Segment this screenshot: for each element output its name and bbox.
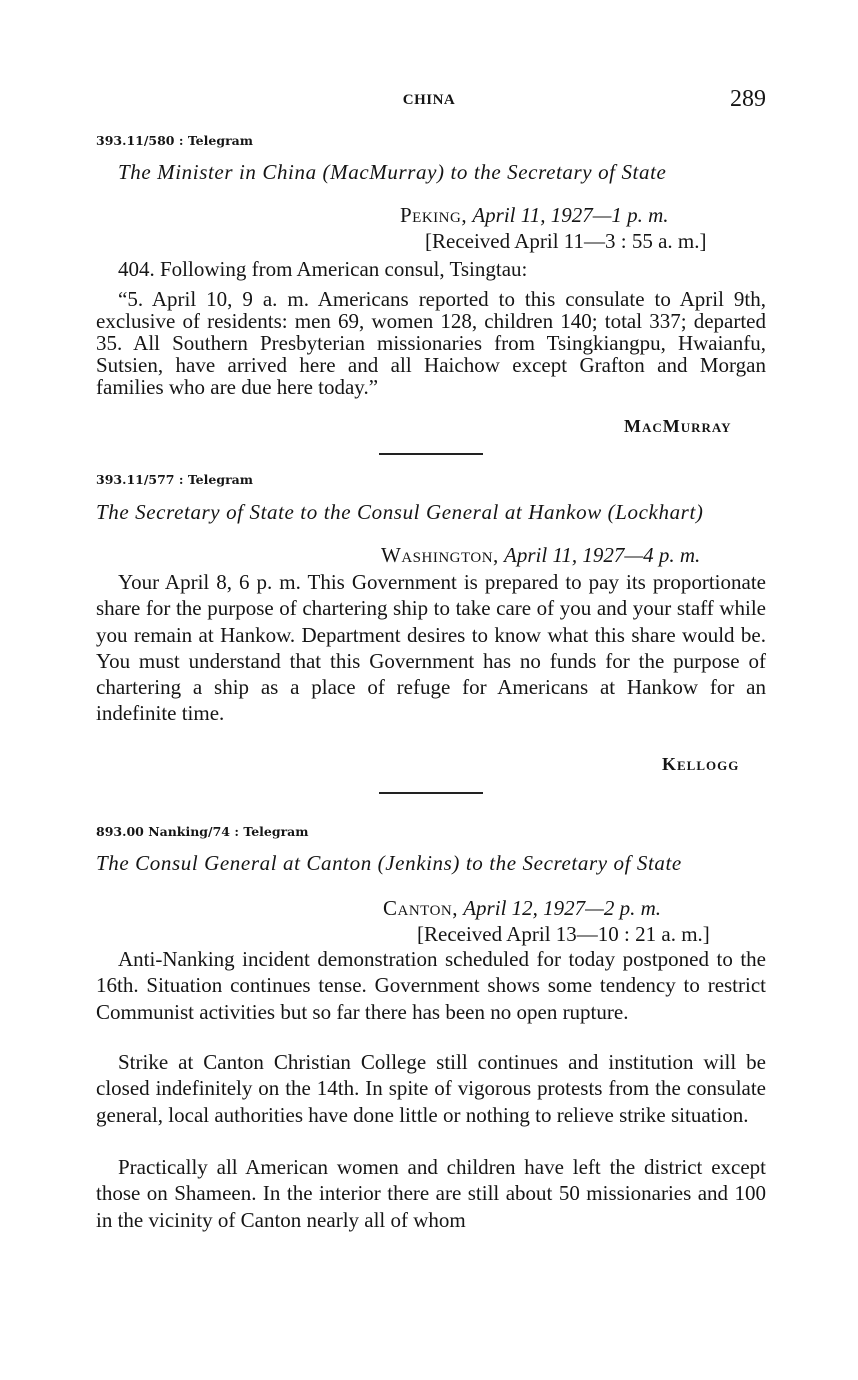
telegram-paragraph: Practically all American women and children have left the district except those on Shameen. In the interior there are still about 50 missionaries and 100 in the vicinity of Canton nearly all of whom xyxy=(96,1155,766,1232)
telegram-paragraph: Anti-Nanking incident demonstration scheduled for today postponed to the 16th. Situation continues tense. Government shows some tendency to restrict Communist activities but so far there has been no open rupture. xyxy=(96,947,766,1024)
section-divider xyxy=(379,453,483,455)
telegram-body: Your April 8, 6 p. m. This Government is prepared to pay its proportionate share for the purpose of chartering ship to take care of you and your staff while you remain at Hankow. Department desires to know what this share would be. You must understand that this Government has no funds for the purpose of chartering a ship as a place of refuge for Americans at Hankow for an indefinite time. xyxy=(96,570,766,726)
received-line: [Received April 13—10 : 21 a. m.] xyxy=(417,922,710,946)
telegram-paragraph: Strike at Canton Christian College still continues and institution will be closed indefinitely on the 14th. In spite of vigorous protests from the consulate general, local authorities have done little or nothing to relieve strike situation. xyxy=(96,1050,766,1127)
dateline-date: April 11, 1927—4 p. m. xyxy=(504,543,701,567)
dateline xyxy=(381,543,700,568)
received-line: [Received April 11—3 : 55 a. m.] xyxy=(425,229,707,253)
signature: MacMurray xyxy=(624,416,732,436)
telegram-intro: 404. Following from American consul, Tsingtau: xyxy=(118,257,528,281)
document-heading: The Minister in China (MacMurray) to the Secretary of State xyxy=(118,160,667,184)
dateline xyxy=(400,203,669,228)
dateline xyxy=(383,896,661,921)
file-reference: 393.11/580 : Telegram xyxy=(96,133,253,148)
dateline-date: April 11, 1927—1 p. m. xyxy=(472,203,669,227)
section-divider xyxy=(379,792,483,794)
file-reference: 393.11/577 : Telegram xyxy=(96,472,253,487)
running-head: CHINA xyxy=(402,92,456,108)
dateline-place: Washington, xyxy=(381,543,499,567)
dateline-place: Canton, xyxy=(383,896,458,920)
file-reference: 893.00 Nanking/74 : Telegram xyxy=(96,824,309,839)
document-heading: The Secretary of State to the Consul General at Hankow (Lockhart) xyxy=(96,500,704,524)
dateline-place: Peking, xyxy=(400,203,468,227)
page-number: 289 xyxy=(730,86,766,112)
document-heading: The Consul General at Canton (Jenkins) to the Secretary of State xyxy=(96,851,682,875)
telegram-quote: “5. April 10, 9 a. m. Americans reported to this consulate to April 9th, exclusive of residents: men 69, women 128, children 140; total 337; departed 35. All Southern Presbyterian missionaries from Tsingkiangpu, Hwaianfu, Sutsien, have arrived here and all Haichow except Grafton and Morgan families who are due here today.” xyxy=(96,287,766,399)
signature: Kellogg xyxy=(662,754,740,774)
dateline-date: April 12, 1927—2 p. m. xyxy=(463,896,661,920)
